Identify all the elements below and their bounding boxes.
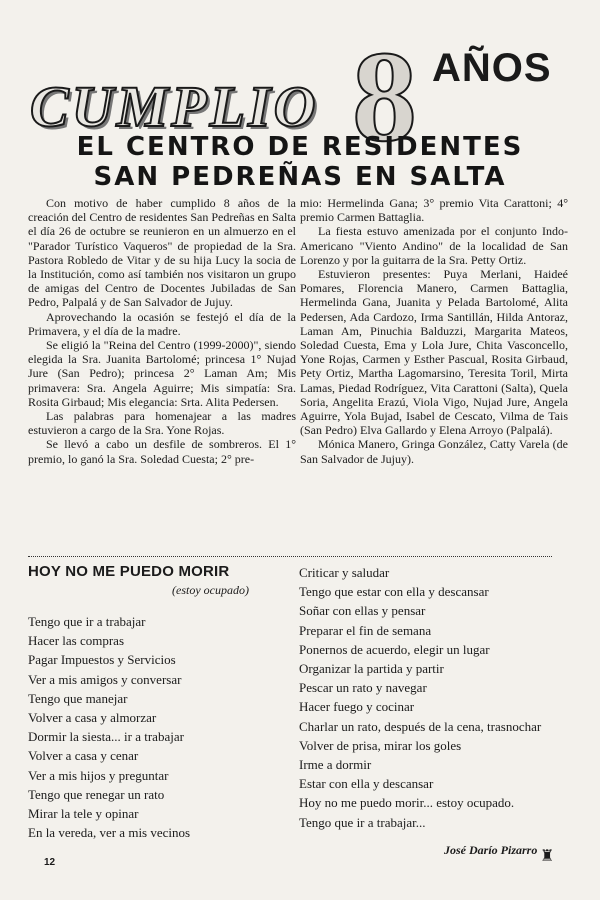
poem-line: Ver a mis amigos y conversar bbox=[28, 671, 182, 687]
poem-line: Criticar y saludar bbox=[299, 565, 390, 580]
article-paragraph: Con motivo de haber cumplido 8 años de la creación del Centro de residentes San Pedreñas en Salta el día 26 de octubre se reunieron en un almuerzo en el "Parador Turístico Vaqueros" de propiedad de la Sra. Pastora Robledo de Vitar y de su hija Lucy la socia de la Institución, como así también nos visitaron un grupo de amigas del Centro de Docentes Jubiladas de San Pedro, Palpalá y de San Salvador de Jujuy. bbox=[28, 196, 296, 310]
poem-line: Tengo que ir a trabajar bbox=[28, 614, 146, 629]
poem-line: Tengo que estar con ella y descansar bbox=[299, 584, 489, 600]
poem-title: HOY NO ME PUEDO MORIR bbox=[28, 563, 230, 580]
article-paragraph: Mónica Manero, Gringa González, Catty Varela (de San Salvador de Jujuy). bbox=[300, 437, 568, 466]
headline-line-1: EL CENTRO DE RESIDENTES bbox=[76, 132, 524, 162]
poem-line: En la vereda, ver a mis vecinos bbox=[28, 825, 191, 841]
poem-line: Preparar el fin de semana bbox=[299, 622, 432, 638]
poem-line: Hacer fuego y cocinar bbox=[299, 699, 415, 715]
poem-line: Charlar un rato, después de la cena, trasnochar bbox=[299, 718, 542, 734]
poem-line: Dormir la siesta... ir a trabajar bbox=[28, 729, 184, 745]
article-paragraph: Aprovechando la ocasión se festejó el día de la Primavera, y el día de la madre. bbox=[28, 309, 296, 338]
poem-line: Estar con ella y descansar bbox=[299, 776, 434, 792]
poem-column-right bbox=[299, 563, 541, 832]
section-divider bbox=[28, 556, 552, 557]
article-paragraph: Las palabras para homenajear a las madres estuvieron a cargo de la Sra. Yone Rojas. bbox=[28, 409, 296, 438]
masthead-word: CUMPLIO bbox=[30, 74, 319, 139]
article-column-right bbox=[300, 196, 568, 466]
headline-line-2: SAN PEDREÑAS EN SALTA bbox=[93, 162, 507, 192]
poem-subtitle: (estoy ocupado) bbox=[172, 583, 249, 597]
poem-line: Soñar con ellas y pensar bbox=[299, 603, 426, 619]
poem-line: Tengo que renegar un rato bbox=[28, 786, 165, 802]
poem-line: Volver a casa y almorzar bbox=[28, 710, 157, 726]
poem-line: Pescar un rato y navegar bbox=[299, 680, 427, 696]
poem-line: Volver de prisa, mirar los goles bbox=[299, 737, 462, 753]
poem-line: Organizar la partida y partir bbox=[299, 661, 444, 677]
decorative-figure-icon: ♜ bbox=[540, 848, 555, 865]
article-paragraph: Estuvieron presentes: Puya Merlani, Haideé Pomares, Florencia Manero, Carmen Battaglia, Hermelinda Gana, Juanita y Pelada Bartolomé, Alita Pedersen, Ada Cardozo, Irma Santillán, Hilda Antoraz, Laman Am, Pinuchia Balduzzi, Margarita Mateos, Soledad Cuesta, Ema y Lola Jure, Chita Vasconcello, Yone Rojas, Carmen y Esther Pascual, Rosita Girbaud, Pety Ortiz, Martha Lagomarsino, Teresita Toril, Mirta Lamas, Piedad Rodríguez, Vita Carattoni (Salta), Quela Soria, Angelita Erazú, Viola Vigo, Nujad Jure, Angela Aguirre, Yola Bujad, Isabel de Cescato, Vilma de Tais (San Pedro) Elva Gallardo y Elena Arroyo (Palpalá). bbox=[300, 267, 568, 438]
poem-line: Hacer las compras bbox=[28, 633, 125, 649]
poem-line: Ponernos de acuerdo, elegir un lugar bbox=[299, 641, 490, 657]
poem-line: Pagar Impuestos y Servicios bbox=[28, 652, 176, 668]
poem-line: Tengo que ir a trabajar... bbox=[299, 814, 426, 830]
poem-line: Volver a casa y cenar bbox=[28, 748, 139, 764]
masthead-number: 8 bbox=[352, 25, 417, 169]
article-paragraph-continued: mio: Hermelinda Gana; 3° premio Vita Carattoni; 4° premio Carmen Battaglia. bbox=[300, 196, 568, 225]
poem-author: José Darío Pizarro bbox=[444, 843, 538, 857]
poem-line: Irme a dormir bbox=[299, 757, 372, 773]
poem-line: Mirar la tele y opinar bbox=[28, 806, 139, 822]
article-paragraph: La fiesta estuvo amenizada por el conjunto Indo-Americano "Viento Andino" de la localidad de San Lorenzo y por la guitarra de la Sra. Petty Ortiz. bbox=[300, 224, 568, 267]
poem-line: Hoy no me puedo morir... estoy ocupado. bbox=[299, 795, 515, 811]
poem-line: Tengo que manejar bbox=[28, 690, 128, 706]
poem-line: Ver a mis hijos y preguntar bbox=[28, 767, 169, 783]
poem-column-left bbox=[28, 612, 190, 842]
article-paragraph: Se eligió la "Reina del Centro (1999-2000)", siendo elegida la Sra. Juanita Bartolomé; princesa 1° Nujad Jure (San Pedro); princesa 2° Laman Am; Mis primavera: Sra. Angela Aguirre; Mis simpatía: Sra. Rosita Girbaud; Mis elegancia: Srta. Alita Pedersen. bbox=[28, 338, 296, 409]
article-column-left bbox=[28, 196, 296, 466]
article-paragraph: Se llevó a cabo un desfile de sombreros. El 1° premio, lo ganó la Sra. Soledad Cuesta; 2° pre- bbox=[28, 437, 296, 466]
masthead-suffix: AÑOS bbox=[432, 46, 552, 90]
page-number: 12 bbox=[44, 857, 56, 868]
